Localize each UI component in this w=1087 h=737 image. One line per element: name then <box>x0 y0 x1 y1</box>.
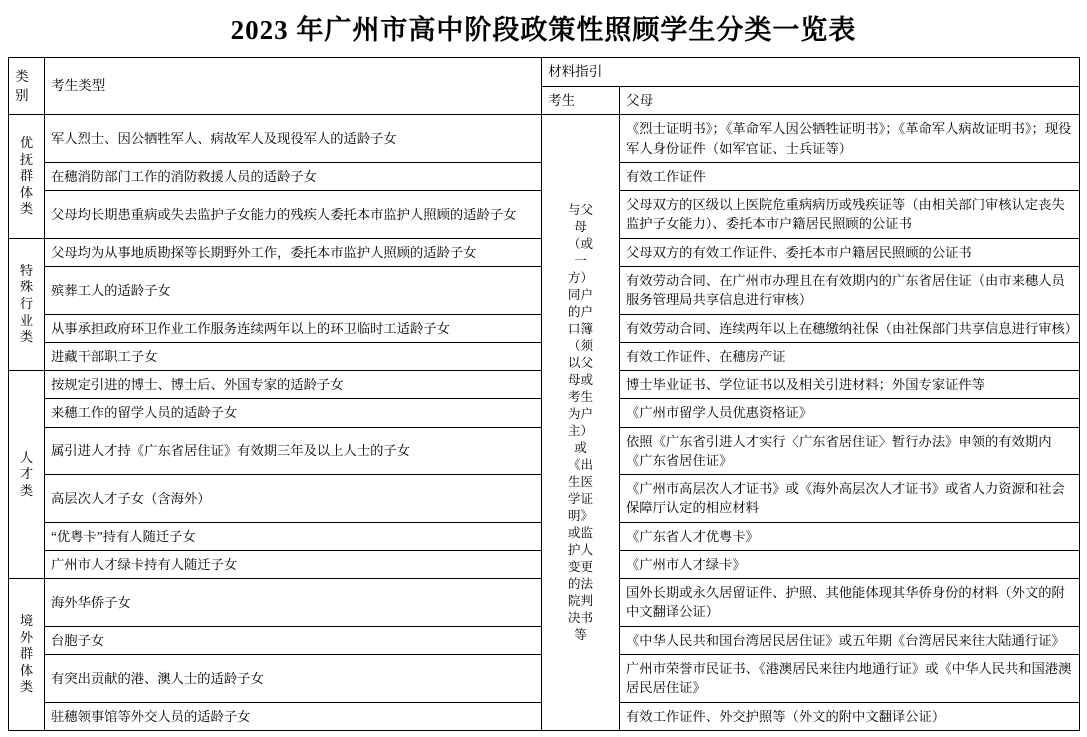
header-category: 类别 <box>9 58 45 115</box>
parents-material-cell: 有效劳动合同、连续两年以上在穗缴纳社保（由社保部门共享信息进行审核） <box>620 314 1080 342</box>
parents-material-cell: 广州市荣誉市民证书、《港澳居民来往内地通行证》或《中华人民共和国港澳居民居住证》 <box>620 654 1080 702</box>
exam-type-cell: 有突出贡献的港、澳人士的适龄子女 <box>45 654 542 702</box>
exam-type-cell: 父母均为从事地质勘探等长期野外工作，委托本市监护人照顾的适龄子女 <box>45 238 542 266</box>
parents-material-cell: 有效工作证件、在穗房产证 <box>620 342 1080 370</box>
exam-type-cell: “优粤卡”持有人随迁子女 <box>45 522 542 550</box>
parents-material-cell: 《广东省人才优粤卡》 <box>620 522 1080 550</box>
table-header-row <box>9 58 1080 87</box>
header-parents: 父母 <box>620 86 1080 115</box>
parents-material-cell: 父母双方的有效工作证件、委托本市户籍居民照顾的公证书 <box>620 238 1080 266</box>
category-label: 境外群体类 <box>19 612 34 695</box>
header-exam-type: 考生类型 <box>45 58 542 115</box>
exam-type-cell: 从事承担政府环卫作业工作服务连续两年以上的环卫临时工适龄子女 <box>45 314 542 342</box>
exam-type-cell: 广州市人才绿卡持有人随迁子女 <box>45 550 542 578</box>
parents-material-cell: 《广州市高层次人才证书》或《海外高层次人才证书》或省人力资源和社会保障厅认定的相应材料 <box>620 475 1080 523</box>
header-material-guide: 材料指引 <box>542 58 1080 87</box>
exam-type-cell: 父母均长期患重病或失去监护子女能力的残疾人委托本市监护人照顾的适龄子女 <box>45 191 542 239</box>
parents-material-cell: 有效工作证件、外交护照等（外文的附中文翻译公证） <box>620 702 1080 730</box>
exam-type-cell: 殡葬工人的适龄子女 <box>45 267 542 315</box>
exam-type-cell: 按规定引进的博士、博士后、外国专家的适龄子女 <box>45 371 542 399</box>
page-title: 2023 年广州市高中阶段政策性照顾学生分类一览表 <box>230 15 857 45</box>
category-label: 优抚群体类 <box>19 135 34 217</box>
category-cell <box>9 238 45 370</box>
category-cell <box>9 579 45 731</box>
examinee-material-cell <box>542 115 620 730</box>
exam-type-cell: 在穗消防部门工作的消防救援人员的适龄子女 <box>45 162 542 190</box>
parents-material-cell: 有效劳动合同、在广州市办理且在有效期内的广东省居住证（由市来穗人员服务管理局共享信息进行审核） <box>620 267 1080 315</box>
category-cell <box>9 115 45 238</box>
parents-material-cell: 依照《广东省引进人才实行〈广东省居住证〉暂行办法》申领的有效期内《广东省居住证》 <box>620 427 1080 475</box>
exam-type-cell: 高层次人才子女（含海外） <box>45 475 542 523</box>
exam-type-cell: 军人烈士、因公牺牲军人、病故军人及现役军人的适龄子女 <box>45 115 542 163</box>
exam-type-cell: 进藏干部职工子女 <box>45 342 542 370</box>
examinee-material-text: 与父母（或一方）同户的户口簿（须以父母或考生为户主）或《出生医学证明》或监护人变更的法院判决书等 <box>567 202 594 642</box>
category-label: 人才类 <box>19 449 34 498</box>
parents-material-cell: 《烈士证明书》；《革命军人因公牺牲证明书》；《革命军人病故证明书》；现役军人身份证件（如军官证、士兵证等） <box>620 115 1080 163</box>
category-cell <box>9 371 45 579</box>
parents-material-cell: 国外长期或永久居留证件、护照、其他能体现其华侨身份的材料（外文的附中文翻译公证） <box>620 579 1080 627</box>
parents-material-cell: 博士毕业证书、学位证书以及相关引进材料；外国专家证件等 <box>620 371 1080 399</box>
page-bottom-spacer <box>8 731 1079 737</box>
parents-material-cell: 父母双方的区级以上医院危重病病历或残疾证等（由相关部门审核认定丧失监护子女能力）、委托本市户籍居民照顾的公证书 <box>620 191 1080 239</box>
parents-material-cell: 《广州市留学人员优惠资格证》 <box>620 399 1080 427</box>
category-label: 特殊行业类 <box>19 262 34 345</box>
policy-categories-table <box>8 57 1080 731</box>
exam-type-cell: 属引进人才持《广东省居住证》有效期三年及以上人士的子女 <box>45 427 542 475</box>
exam-type-cell: 海外华侨子女 <box>45 579 542 627</box>
table-row <box>9 115 1080 163</box>
exam-type-cell: 来穗工作的留学人员的适龄子女 <box>45 399 542 427</box>
parents-material-cell: 《广州市人才绿卡》 <box>620 550 1080 578</box>
header-examinee: 考生 <box>542 86 620 115</box>
exam-type-cell: 驻穗领事馆等外交人员的适龄子女 <box>45 702 542 730</box>
parents-material-cell: 有效工作证件 <box>620 162 1080 190</box>
exam-type-cell: 台胞子女 <box>45 626 542 654</box>
parents-material-cell: 《中华人民共和国台湾居民居住证》或五年期《台湾居民来往大陆通行证》 <box>620 626 1080 654</box>
